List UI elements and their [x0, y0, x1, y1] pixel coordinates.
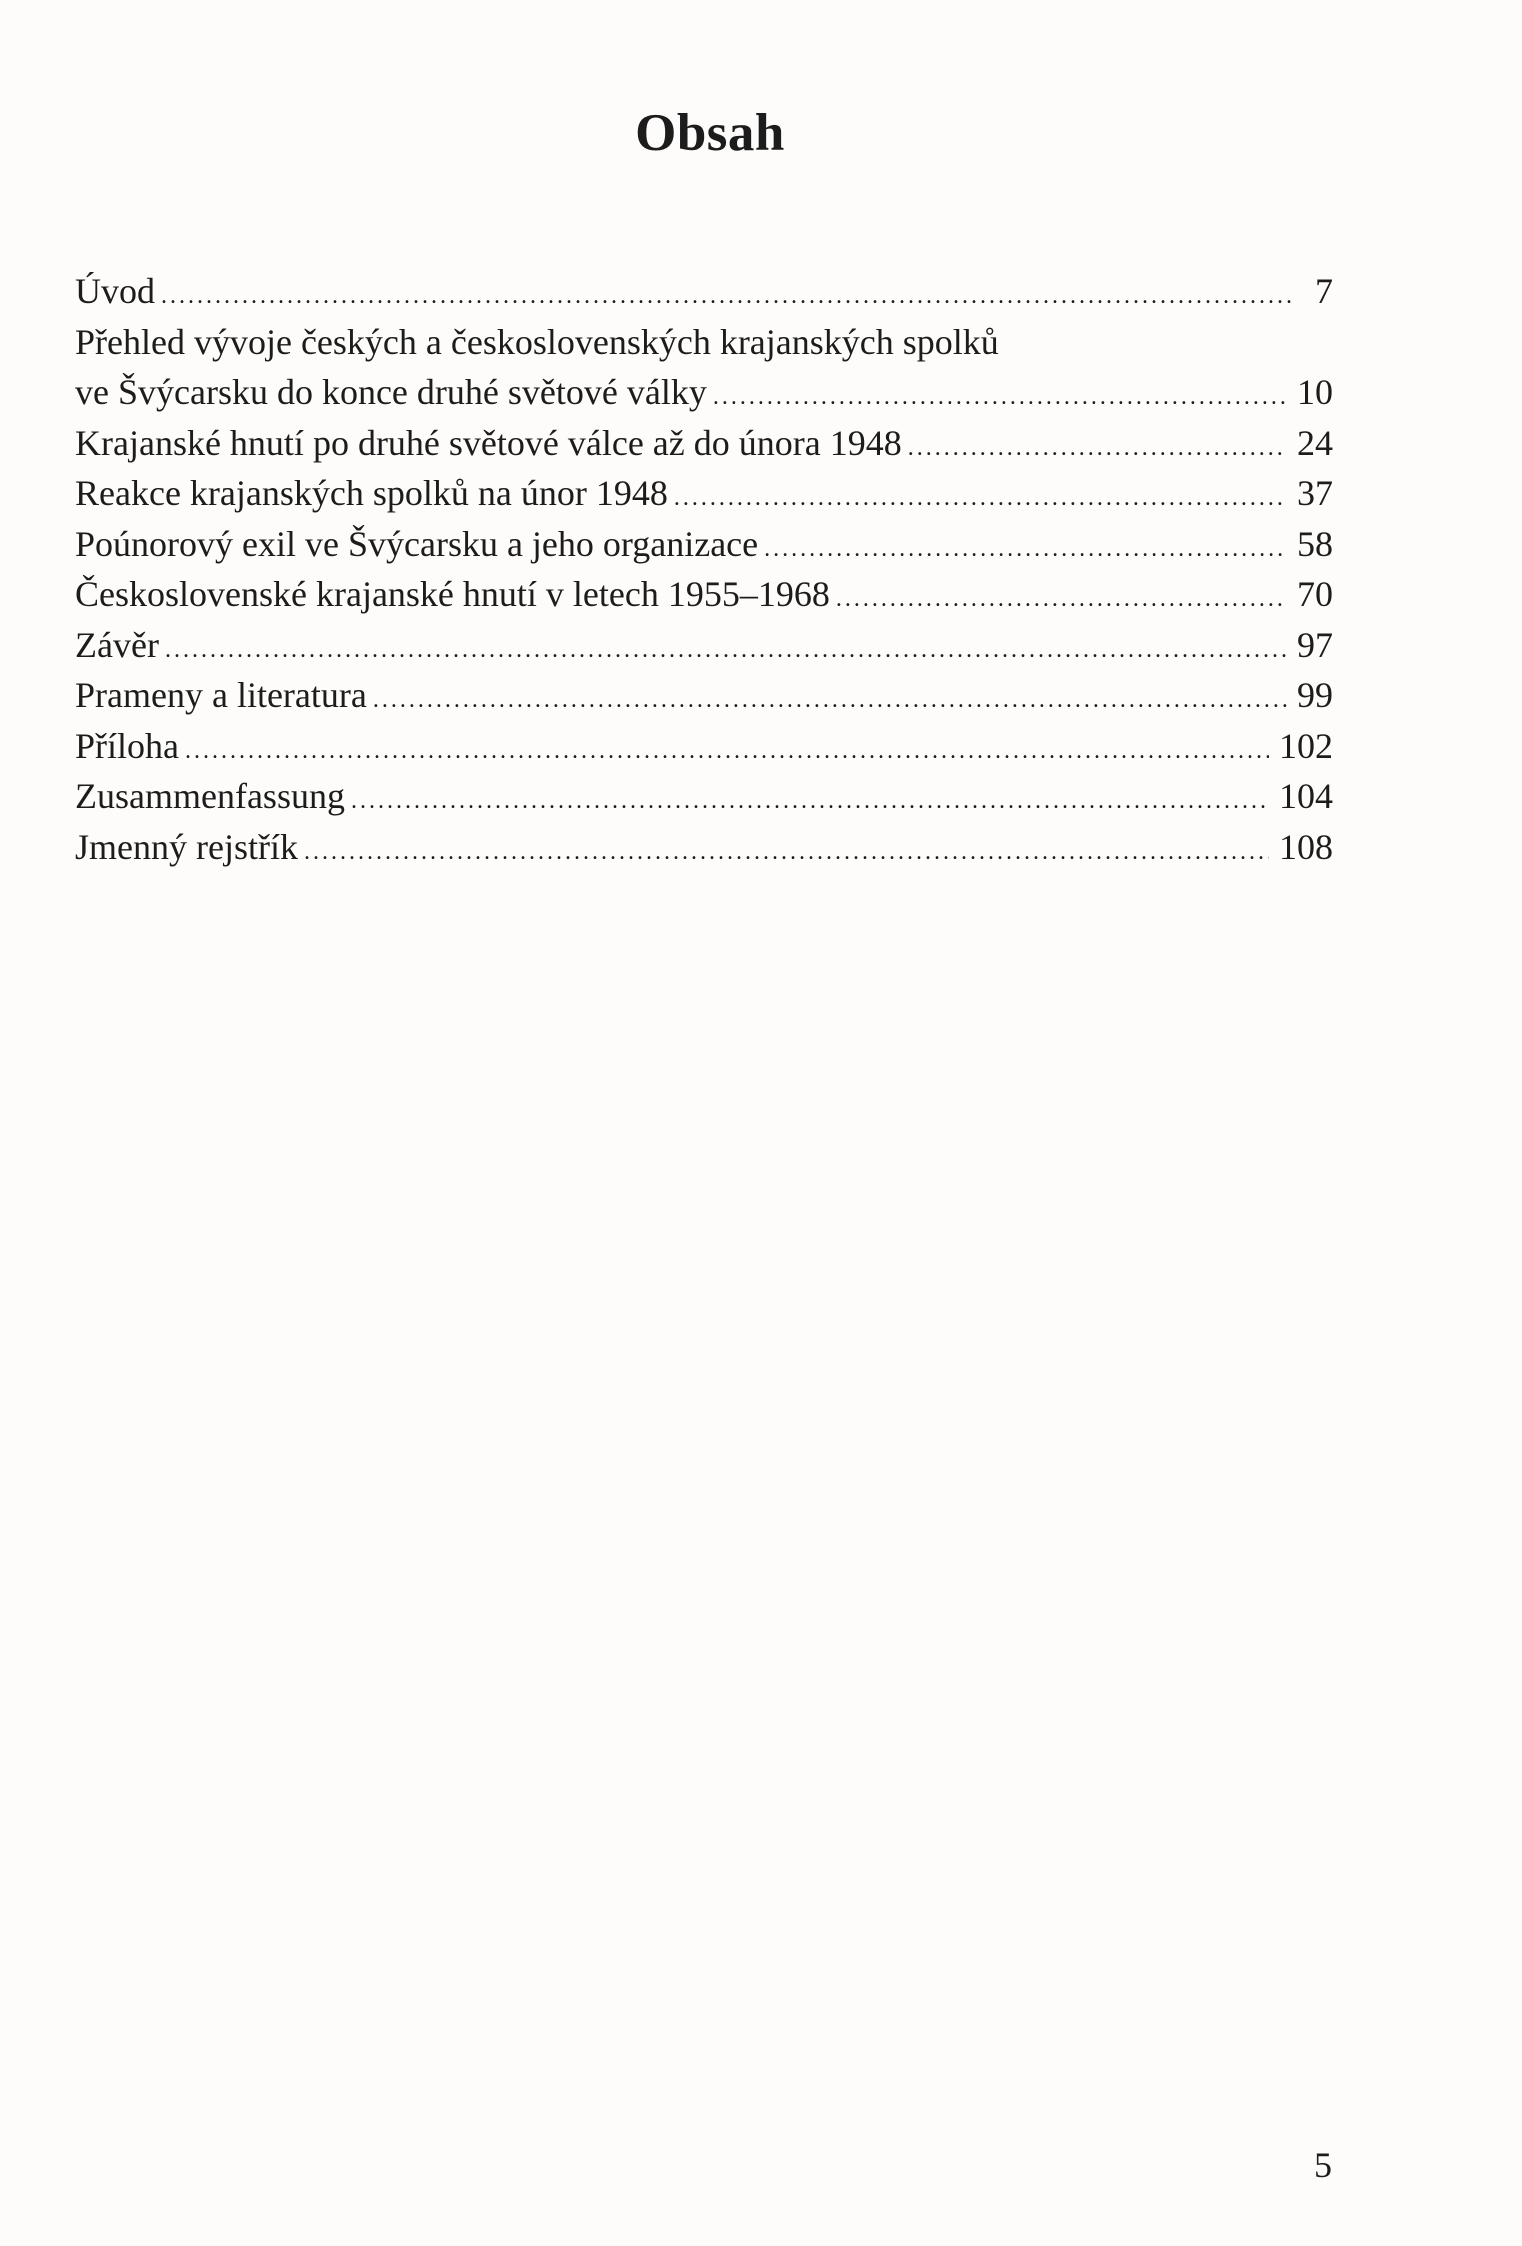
toc-entry-zaver: [75, 620, 1333, 671]
toc-entry-page: 108: [1279, 826, 1333, 867]
toc-entry-page: 99: [1297, 675, 1333, 715]
page-title: Obsah: [635, 104, 785, 162]
toc-entry-title: Zusammenfassung: [75, 776, 345, 816]
table-of-contents: [75, 266, 1333, 872]
toc-entry-page: 104: [1279, 776, 1333, 816]
toc-dot-leader: [351, 776, 1269, 827]
toc-entry-page: 102: [1279, 725, 1333, 766]
toc-dot-leader: [304, 827, 1269, 878]
toc-entry-title: Přehled vývoje českých a československých krajanských spolků: [75, 321, 999, 362]
toc-dot-leader: [161, 271, 1293, 322]
toc-entry-title: Krajanské hnutí po druhé světové válce až do února 1948: [75, 422, 902, 463]
toc-entry-page: 7: [1315, 271, 1333, 311]
toc-entry-prehled-line2: [75, 367, 1333, 418]
toc-entry-title: Úvod: [75, 271, 155, 311]
toc-entry-title: Jmenný rejstřík: [75, 826, 298, 867]
page-number: 5: [1314, 2145, 1332, 2185]
toc-entry-title: Poúnorový exil ve Švýcarsku a jeho organizace: [75, 523, 759, 564]
toc-entry-page: 37: [1297, 473, 1333, 513]
toc-dot-leader: [764, 524, 1287, 575]
toc-entry-reakce: [75, 468, 1333, 519]
toc-entry-uvod: [75, 266, 1333, 317]
toc-entry-page: 97: [1297, 624, 1333, 665]
toc-entry-page: 10: [1297, 372, 1333, 412]
toc-entry-prameny: [75, 670, 1333, 721]
toc-entry-page: 24: [1297, 422, 1333, 463]
toc-entry-zusammenfassung: [75, 771, 1333, 822]
toc-dot-leader: [836, 574, 1287, 625]
toc-dot-leader: [713, 372, 1287, 423]
toc-entry-priloha: [75, 721, 1333, 772]
toc-entry-title: ve Švýcarsku do konce druhé světové války: [75, 372, 707, 412]
toc-entry-page: 70: [1297, 574, 1333, 614]
toc-entry-prehled-line1: [75, 317, 1333, 368]
toc-entry-title: Reakce krajanských spolků na únor 1948: [75, 473, 668, 513]
toc-entry-ceskoslovenske-hnuti: [75, 569, 1333, 620]
toc-entry-jmenny-rejstrik: [75, 822, 1333, 873]
toc-entry-pounorovy-exil: [75, 519, 1333, 570]
toc-dot-leader: [165, 625, 1287, 676]
toc-entry-title: Prameny a literatura: [75, 675, 367, 715]
toc-dot-leader: [373, 675, 1287, 726]
toc-dot-leader: [908, 423, 1287, 474]
toc-entry-title: Příloha: [75, 725, 179, 766]
toc-entry-page: 58: [1297, 523, 1333, 564]
toc-entry-title: Závěr: [75, 624, 159, 665]
toc-entry-title: Československé krajanské hnutí v letech 1955–1968: [75, 574, 830, 614]
toc-dot-leader: [185, 726, 1269, 777]
toc-dot-leader: [674, 473, 1287, 524]
toc-entry-krajanske-hnuti: [75, 418, 1333, 469]
